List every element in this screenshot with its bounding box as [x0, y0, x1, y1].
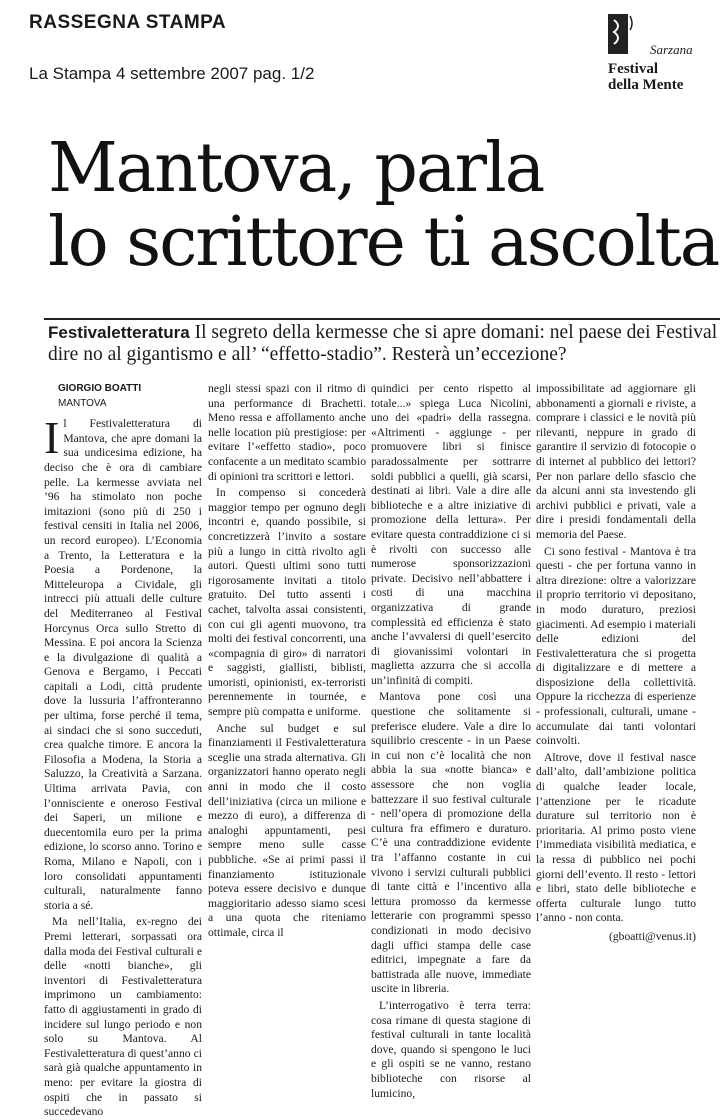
paragraph: Mantova pone così una questione che solitamente si preferisce eludere. Vale a dire lo squilibrio crescente - in un Paese in cui non c’è località che non abbia la sua «notte bianca» e assessore che non voglia battezzare il suo festival culturale - nell’opera di promozione della cultura fra effimero e duraturo. C’è una contraddizione evidente tra l’affanno costante in cui vivono i servizi culturali pubblici di tante città e l’incentivo alla lettura promosso da kermesse letterarie con programmi spesso condizionati in modo decisivo dagli uffici stampa delle case editrici, impegnate a fare da battistrada alle nuove, immediate uscite in libreria.: [371, 690, 531, 996]
paragraph: negli stessi spazi con il ritmo di una performance di Brachetti. Meno ressa e affollamento anche nelle location più prestigiose: per evitare l’«effetto stadio», poco confacente a un meditato scambio di opinioni tra scrittori e lettori.: [208, 382, 366, 483]
festival-logo: [608, 14, 708, 94]
logo-line-2: della Mente: [608, 77, 684, 93]
paragraph: impossibilitate ad aggiornare gli abbonamenti a giornali e riviste, a comprare i classici e le novità più rilevanti, neppure in grado di garantire il servizio di fotocopie o di internet al pubblico dei lettori? Per non parlare dello sfascio che da alcuni anni sta investendo gli archivi pubblici e privati, vale a dire i presidi fondamentali della memoria del Paese.: [536, 382, 696, 541]
headline-line-2: lo scrittore ti ascolta: [48, 203, 719, 282]
subhead-text: Il segreto della kermesse che si apre domani: nel paese dei Festival dire no al gigantismo e all’ “effetto-stadio”. Resterà un’eccezione?: [48, 322, 718, 365]
article-column-3: [371, 382, 531, 1100]
author-byline: GIORGIO BOATTI: [58, 383, 142, 394]
source-line: La Stampa 4 settembre 2007 pag. 1/2: [29, 64, 315, 83]
paragraph: Il Festivaletteratura di Mantova, che apre domani la sua undicesima edizione, ha deciso che è ora di cambiare pelle. La kermesse avviata nel ’96 ha stimolato non poche imitazioni (sono più di 250 i festival censiti in Italia nel 2006, un record europeo). L’Economia a Trento, la Letteratura e la Poesia a Pordenone, la Mitteleuropa a Cividale, gli intrecci più attuali delle culture del Mediterraneo al Festival Horcynus Orca sullo Stretto di Messina. E poi ancora la Scienza e la divulgazione di qualità a Genova e Bergamo, i Peccati capitali a Lodi, città prudente dove la lussuria l’affronteranno per ultima, forse perché il tema, ai sindaci che si sono succeduti, crea qualche timore. E ancora la Filosofia a Modena, la Storia a Saluzzo, la Creatività a Sarzana. Ultima arrivata Pavia, con l’onnisciente e oneroso Festival dei Saperi, un milione e duecentomila euro per la prima edizione, lo scorso anno. Torino e Roma, Milano e Napoli, con i loro consolidati appuntamenti culturali, naturalmente fanno storia a sé.: [44, 412, 202, 912]
headline: [48, 129, 719, 282]
kicker: Festivaletteratura: [48, 323, 190, 342]
logo-town: Sarzana: [650, 42, 693, 57]
headline-line-1: Mantova, parla: [48, 129, 544, 208]
article-column-4: [536, 382, 696, 1047]
dropcap: I: [44, 412, 60, 464]
paragraph: Ci sono festival - Mantova è tra questi - che per fortuna vanno in altra direzione: oltre a valorizzare il proprio territorio vi depositano, in modo duraturo, preziosi giacimenti. Ad esempio i materiali delle edizioni del Festivaletteratura che si progetta di digitalizzare e di mettere a disposizione della collettività. Oppure la ricchezza di esperienze - professionali, culturali, umane - accumulate dai tanti volontari coinvolti.: [536, 544, 697, 748]
press-review-label: RASSEGNA STAMPA: [29, 12, 227, 33]
subhead: [48, 322, 720, 366]
article-column-1: [44, 382, 202, 1119]
article-column-2: [208, 382, 366, 1047]
top-rule: [44, 318, 720, 320]
author-email: (gboatti@venus.it): [609, 929, 696, 943]
paragraph: Altrove, dove il festival nasce dall’alto, dall’ambizione politica di qualche leader locale, l’attenzione per le ricadute durature sul territorio non è prioritaria. Al primo posto viene l’immediata visibilità mediatica, e la ressa di pubblico nei pochi giorni dell’evento. Il resto - lettori e libri, stato delle biblioteche e offerta culturale lungo tutto l’anno - non conta.: [536, 750, 696, 925]
paragraph: Ma nell’Italia, ex-regno dei Premi letterari, sorpassati ora dalla moda dei Festival culturali e delle «notti bianche», gli inventori di Festivaletteratura imprimono un cambiamento: fatto di aggiustamenti in grado di incidere sul lungo periodo e non solo su Mantova. Al Festivaletteratura di quest’anno ci sarà già qualche appuntamento in meno: per evitare la giostra di ospiti che in passato si succedevano: [44, 915, 202, 1119]
logo-mark-icon: [608, 14, 634, 54]
paragraph: L’interrogativo è terra terra: cosa rimane di questa stagione di festival culturali in tante località dove, quando si spengono le luci e gli ospiti se ne vanno, restano biblioteche con risorse al lumicino,: [371, 998, 531, 1100]
logo-line-1: Festival: [608, 61, 658, 77]
paragraph: In compenso si concederà maggior tempo per ognuno degli incontri e, quando possibile, si concretizzerà l’invito a sostare più a lungo in città rivolto agli autori. Questi ultimi sono tutti rigorosamente invitati a titolo gratuito. Del tutto assenti i cachet, talvolta assai consistenti, con cui gli agenti muovono, tra molti dei festival concorrenti, una «compagnia di giro» di narratori e saggisti, giallisti, biblisti, umoristi, opinionisti, ex-terroristi perennemente in tournée, e sempre più compatta e uniforme.: [208, 486, 366, 719]
paragraph: quindici per cento rispetto al totale...» spiega Luca Nicolini, uno dei «padri» della rassegna. «Altrimenti - aggiunge - per promuovere libri si finisce paradossalmente per sottrarre soldi pubblici a quelli, già scarsi, destinati ai libri. Vale a dire alle biblioteche e a altre iniziative di promozione della lettura». Per evitare questa contraddizione ci si è rivolti con successo alle numerose sponsorizzazioni private. Decisivo nell’abbattere i costi di una macchina organizzativa di grande complessità ed efficienza è stato anche l’avvalersi di quell’esercito di giovanissimi volontari in maglietta azzurra che si accolla un’infinità di compiti.: [371, 382, 531, 687]
paragraph: Anche sul budget e sul finanziamenti il Festivaletteratura sceglie una strada alternativa. Gli organizzatori hanno operato negli anni in modo che il costo dell’iniziativa (circa un milione e mezzo di euro), a differenza di analoghi appuntamenti, pesi sempre meno sulle casse pubbliche. «Se ai primi passi il finanziamento istituzionale poteva essere decisivo e dunque maggioritario adesso siamo scesi a una quota che riteniamo ottimale, circa il: [208, 721, 366, 939]
dateline-place: MANTOVA: [58, 397, 107, 409]
